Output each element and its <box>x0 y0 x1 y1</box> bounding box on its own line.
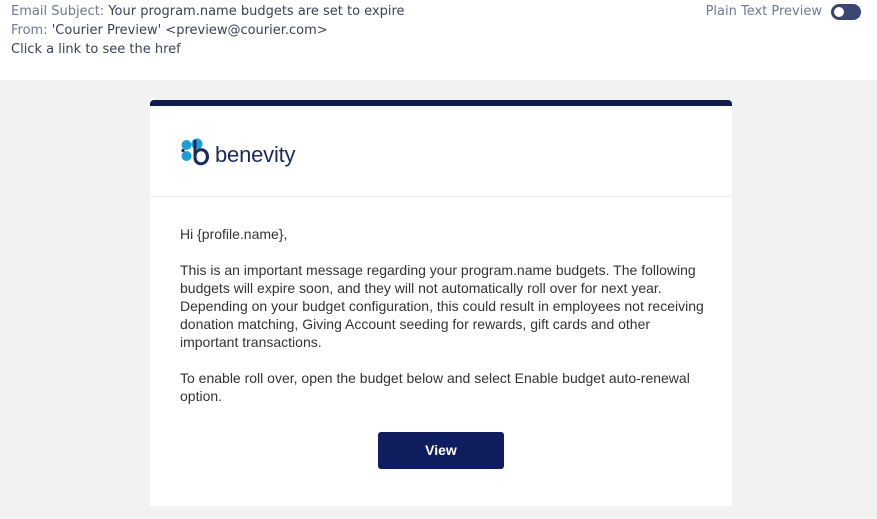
email-body <box>180 225 705 423</box>
email-meta <box>11 2 405 59</box>
greeting: Hi {profile.name}, <box>180 226 288 242</box>
body-paragraph-1: This is an important message regarding your program.name budgets. The following budgets will expire soon, and they will not automatically roll over for next year. Depending on your budget configuration, this could result in employees not receiving donation matching, Giving Account seeding for rewards, gift cards and other important transactions. <box>180 262 704 350</box>
preview-header <box>0 0 877 80</box>
view-budgets-button[interactable]: View Budgets <box>378 432 504 469</box>
benevity-logo <box>181 136 295 168</box>
from-row <box>11 21 405 40</box>
toggle-knob <box>834 7 844 17</box>
link-hint: Click a link to see the href <box>11 42 181 57</box>
email-card <box>150 100 732 506</box>
subject-value: Your program.name budgets are set to expire <box>108 4 405 19</box>
brand-header <box>150 106 732 197</box>
cta-container <box>150 432 732 497</box>
plain-text-preview-control[interactable] <box>706 2 861 21</box>
from-key: From: <box>11 23 48 38</box>
subject-row <box>11 2 405 21</box>
brand-wordmark: benevity <box>215 142 296 167</box>
body-paragraph-2: To enable roll over, open the budget below and select Enable budget auto-renewal option. <box>180 370 690 404</box>
plain-text-toggle[interactable] <box>831 4 861 20</box>
benevity-logo-icon <box>181 137 211 167</box>
subject-key: Email Subject: <box>11 4 105 19</box>
plain-text-preview-label: Plain Text Preview <box>705 4 822 19</box>
from-value: 'Courier Preview' <preview@courier.com> <box>51 23 328 38</box>
email-preview-area <box>0 80 877 519</box>
